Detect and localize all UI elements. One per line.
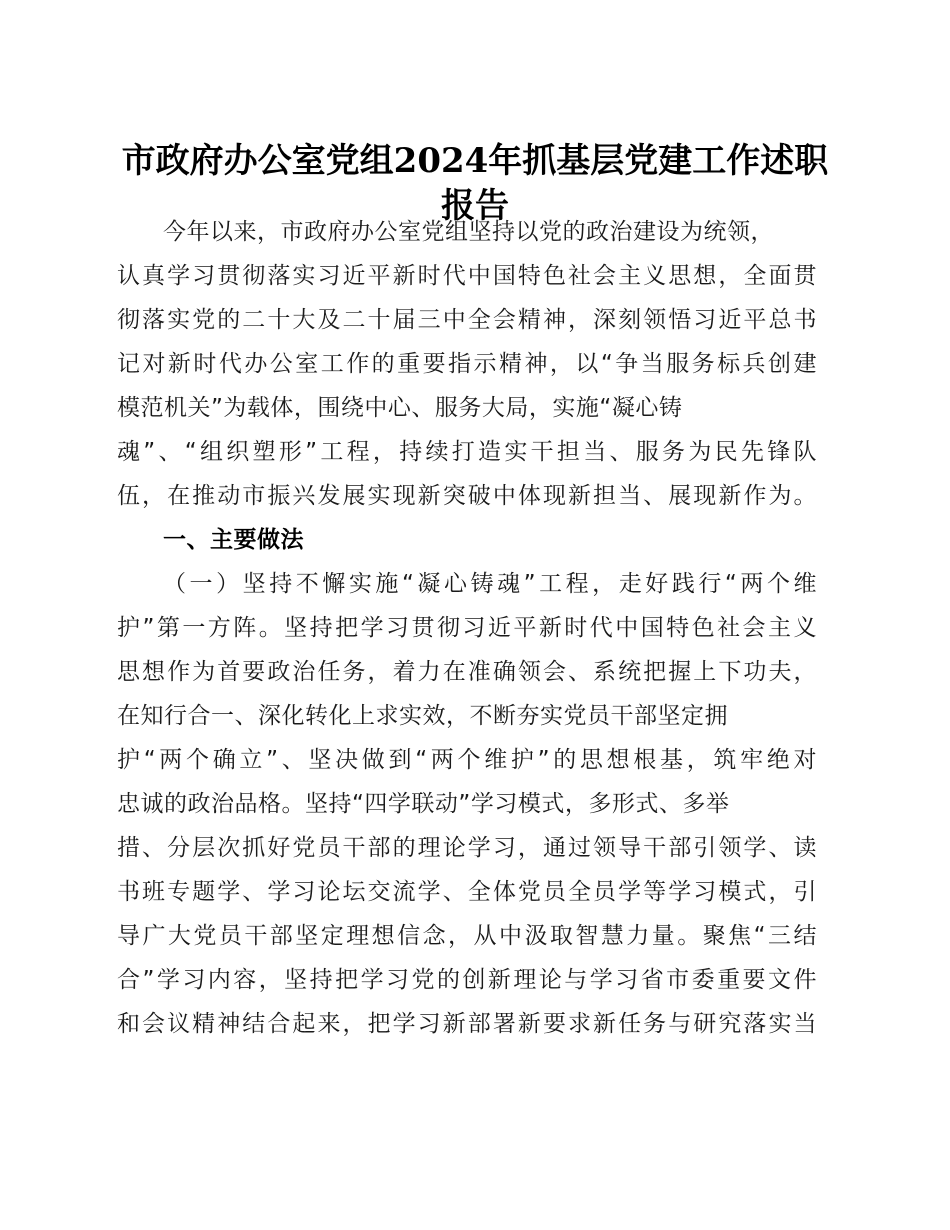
document-title-line-1: 市政府办公室党组2024年抓基层党建工作述职 (121, 141, 829, 181)
body-line: 模范机关”为载体，围绕中心、服务大局，实施“凝心铸 (117, 395, 683, 421)
body-line: （一）坚持不懈实施“凝心铸魂”工程，走好践行“两个维 (163, 571, 817, 597)
body-line: 护”第一方阵。坚持把学习贯彻习近平新时代中国特色社会主义 (117, 615, 817, 641)
body-line: 措、分层次抓好党员干部的理论学习，通过领导干部引领学、读 (117, 835, 817, 861)
body-line: 彻落实党的二十大及二十届三中全会精神，深刻领悟习近平总书 (117, 307, 817, 333)
body-line: 护“两个确立”、坚决做到“两个维护”的思想根基，筑牢绝对 (117, 747, 817, 773)
body-line: 思想作为首要政治任务，着力在准确领会、系统把握上下功夫， (117, 659, 817, 685)
document-title-line-2: 报告 (441, 186, 509, 226)
body-line: 伍，在推动市振兴发展实现新突破中体现新担当、展现新作为。 (117, 483, 817, 509)
body-line: 合”学习内容，坚持把学习党的创新理论与学习省市委重要文件 (117, 967, 817, 993)
body-line: 今年以来，市政府办公室党组坚持以党的政治建设为统领， (163, 219, 774, 245)
body-line: 在知行合一、深化转化上求实效，不断夯实党员干部坚定拥 (117, 703, 728, 729)
body-line: 认真学习贯彻落实习近平新时代中国特色社会主义思想，全面贯 (117, 263, 817, 289)
body-line: 导广大党员干部坚定理想信念，从中汲取智慧力量。聚焦“三结 (117, 923, 817, 949)
body-line: 书班专题学、学习论坛交流学、全体党员全员学等学习模式，引 (117, 879, 817, 905)
body-line: 和会议精神结合起来，把学习新部署新要求新任务与研究落实当 (117, 1011, 817, 1037)
body-line: 魂”、“组织塑形”工程，持续打造实干担当、服务为民先锋队 (117, 439, 817, 465)
body-line: 忠诚的政治品格。坚持“四学联动”学习模式，多形式、多举 (117, 791, 730, 817)
body-line: 记对新时代办公室工作的重要指示精神，以“争当服务标兵创建 (117, 351, 817, 377)
section-heading: 一、主要做法 (163, 527, 304, 553)
